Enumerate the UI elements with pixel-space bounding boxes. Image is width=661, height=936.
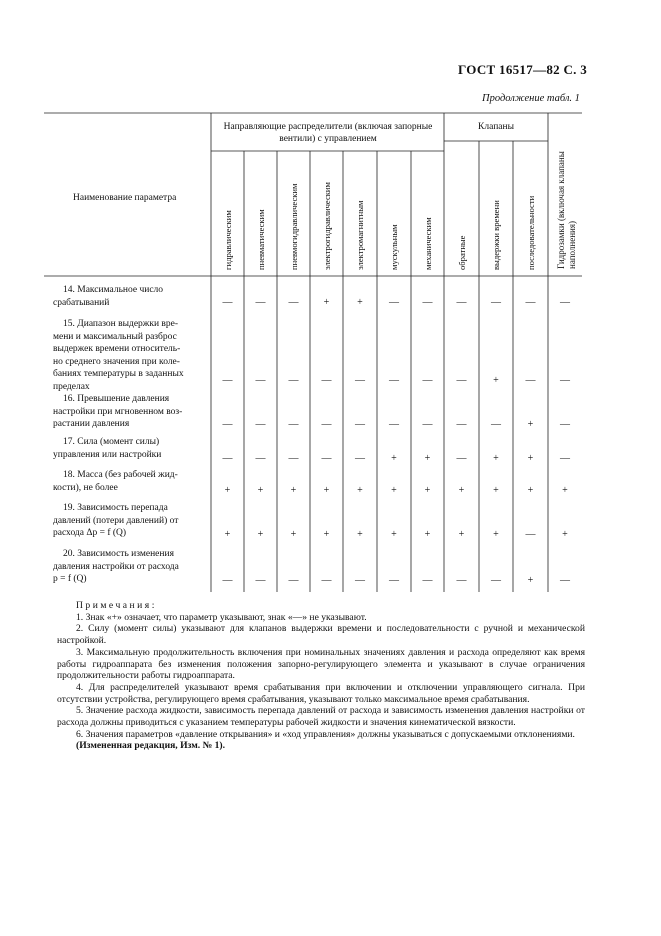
row-20-label — [53, 548, 207, 586]
row-17-label — [53, 436, 207, 461]
row-label-line: расхода Δp = f (Q) — [53, 528, 127, 539]
row-label-line: 19. Зависимость перепада — [63, 503, 168, 513]
cell-mark: — — [525, 529, 536, 540]
row-19-label — [53, 502, 207, 540]
cell-mark: — — [288, 375, 299, 386]
col-header-5: мускульным — [389, 224, 399, 270]
cell-mark: — — [222, 375, 233, 386]
cell-mark: — — [389, 375, 399, 386]
cell-mark: + — [391, 453, 397, 464]
cell-mark: — — [355, 575, 365, 586]
row-label-line: но среднего значения при коле- — [53, 356, 180, 367]
cell-mark: + — [224, 529, 231, 540]
name-col-header: Наименование параметра — [73, 193, 177, 203]
col-header-7: обратные — [456, 235, 467, 270]
note-item: 3. Максимальную продолжительность включения при номинальных значениях давления и расхода определяют как время работы гидроаппарата без изменения положения запорно-регулирующего элемента и указывают в случае ограничения продолжительности работы гидроаппарата. — [57, 646, 585, 682]
cell-mark: + — [527, 575, 534, 586]
cell-mark: — — [560, 375, 570, 386]
cell-mark: + — [424, 485, 431, 496]
cell-mark: — — [255, 375, 266, 386]
cell-mark: — — [560, 419, 570, 430]
row-label-line: 15. Диапазон выдержки вре- — [63, 319, 179, 329]
cell-mark: — — [255, 453, 266, 464]
cell-mark: — — [255, 419, 266, 430]
col-header-0: гидравлическим — [222, 210, 233, 270]
note-item: 1. Знак «+» означает, что параметр указывают, знак «—» не указывают. — [76, 611, 367, 623]
cell-mark: + — [493, 485, 499, 496]
note-item: 4. Для распределителей указывают время срабатывания при включении и отключении управляющего сигнала. При отсутствии устройства, регулирующего время срабатывания, указывают только максимальное время срабатывания. — [57, 681, 585, 705]
row-label-line: срабатываний — [53, 297, 110, 308]
cell-mark: — — [389, 575, 399, 586]
cell-mark: — — [255, 297, 266, 308]
cell-mark: — — [422, 375, 433, 386]
row-14-label — [53, 284, 207, 309]
notes-title: Примечания: — [76, 600, 157, 611]
cell-mark: — — [222, 419, 233, 430]
cell-mark: — — [288, 575, 299, 586]
cell-mark: — — [222, 575, 233, 586]
note-item: 2. Силу (момент силы) указывают для клапанов выдержки времени и последовательности с ручной и механической настройкой. — [57, 623, 585, 647]
col-header-4: электромагнитным — [355, 200, 365, 270]
table-continuation-label: Продолжение табл. 1 — [482, 93, 580, 104]
row-label-line: мени и максимальный разброс — [53, 331, 177, 342]
group-distrib-header: Направляющие распределители (включая запорные вентили) с управлением — [223, 122, 433, 144]
cell-mark: + — [458, 485, 465, 496]
cell-mark: — — [422, 297, 433, 308]
cell-mark: — — [355, 419, 365, 430]
cell-mark: — — [288, 297, 299, 308]
cell-mark: — — [456, 419, 467, 430]
row-16-label — [53, 393, 207, 431]
row-label-line: выдержек времени относитель- — [53, 344, 181, 355]
group-valves-header: Клапаны — [478, 122, 514, 132]
col-header-8: выдержки времени — [491, 200, 501, 270]
row-label-line: баниях температуры в заданных — [53, 369, 184, 380]
cell-mark: + — [391, 529, 397, 540]
col-header-last: Гидрозамки (включая клапаны наполнения) — [556, 151, 577, 269]
cell-mark: + — [527, 453, 534, 464]
cell-mark: + — [357, 529, 363, 540]
cell-mark: + — [323, 529, 330, 540]
cell-mark: — — [321, 375, 332, 386]
cell-mark: + — [323, 297, 330, 308]
row-label-line: 18. Масса (без рабочей жид- — [63, 470, 178, 480]
cell-mark: + — [527, 485, 534, 496]
row-label-line: давлений (потери давлений) от — [53, 515, 179, 526]
cell-mark: + — [357, 297, 363, 308]
row-label-line: давления настройки от расхода — [53, 561, 179, 572]
cell-mark: — — [525, 297, 536, 308]
row-label-line: 14. Максимальное число — [63, 285, 164, 295]
cell-mark: — — [389, 419, 399, 430]
cell-mark: — — [321, 453, 332, 464]
note-item: 6. Значения параметров «давление открывания» и «ход управления» должны указываться с допускаемыми отклонениями. — [76, 728, 575, 740]
row-label-line: p = f (Q) — [53, 574, 87, 585]
cell-mark: + — [257, 529, 264, 540]
col-header-2: пневмогидравлическим — [288, 183, 299, 270]
cell-mark: + — [357, 485, 363, 496]
row-label-line: 20. Зависимость изменения — [63, 549, 174, 559]
cell-mark: — — [389, 297, 399, 308]
cell-mark: — — [456, 375, 467, 386]
page-header: ГОСТ 16517—82 С. 3 — [458, 62, 588, 77]
col-header-9: последовательности — [525, 195, 536, 270]
cell-mark: + — [527, 419, 534, 430]
cell-mark: — — [355, 375, 365, 386]
cell-mark: — — [491, 297, 501, 308]
cell-mark: + — [323, 485, 330, 496]
cell-mark: — — [288, 453, 299, 464]
note-item: 5. Значение расхода жидкости, зависимость перепада давлений от расхода и зависимость изменения давления настройки от расхода должны приводиться с указанием температуры рабочей жидкости и значения кинематической вязкости. — [57, 705, 585, 729]
cell-mark: + — [562, 485, 568, 496]
row-label-line: управления или настройки — [53, 449, 162, 460]
cell-mark: — — [560, 297, 570, 308]
row-label-line: пределах — [53, 381, 90, 392]
cell-mark: + — [458, 529, 465, 540]
col-header-6: механическим — [422, 217, 433, 270]
cell-mark: — — [491, 419, 501, 430]
cell-mark: — — [560, 453, 570, 464]
row-15-label — [53, 318, 207, 394]
cell-mark: + — [562, 529, 568, 540]
row-label-line: 17. Сила (момент силы) — [63, 437, 160, 447]
cell-mark: — — [355, 453, 365, 464]
cell-mark: — — [491, 575, 501, 586]
cell-mark: + — [391, 485, 397, 496]
cell-mark: — — [255, 575, 266, 586]
cell-mark: + — [290, 529, 297, 540]
cell-mark: + — [257, 485, 264, 496]
cell-mark: + — [424, 529, 431, 540]
cell-mark: — — [560, 575, 570, 586]
cell-mark: + — [424, 453, 431, 464]
cell-mark: — — [321, 419, 332, 430]
row-label-line: кости), не более — [53, 482, 118, 493]
row-18-label — [53, 469, 207, 494]
cell-mark: — — [288, 419, 299, 430]
notes — [57, 600, 585, 752]
cell-mark: + — [493, 453, 499, 464]
row-label-line: растании давления — [53, 419, 130, 430]
col-header-3: электрогидравлическим — [321, 182, 332, 270]
cell-mark: — — [456, 575, 467, 586]
cell-mark: + — [290, 485, 297, 496]
cell-mark: — — [222, 297, 233, 308]
cell-mark: + — [493, 529, 499, 540]
row-label-line: 16. Превышение давления — [63, 394, 170, 404]
cell-mark: — — [422, 575, 433, 586]
cell-mark: — — [422, 419, 433, 430]
cell-mark: — — [321, 575, 332, 586]
row-label-line: настройки при мгновенном воз- — [53, 406, 183, 417]
cell-mark: + — [224, 485, 231, 496]
cell-mark: + — [493, 375, 499, 386]
cell-mark: — — [456, 453, 467, 464]
cell-mark: — — [525, 375, 536, 386]
edition-note: (Измененная редакция, Изм. № 1). — [76, 740, 226, 752]
cell-mark: — — [456, 297, 467, 308]
cell-mark: — — [222, 453, 233, 464]
col-header-1: пневматическим — [255, 209, 266, 270]
